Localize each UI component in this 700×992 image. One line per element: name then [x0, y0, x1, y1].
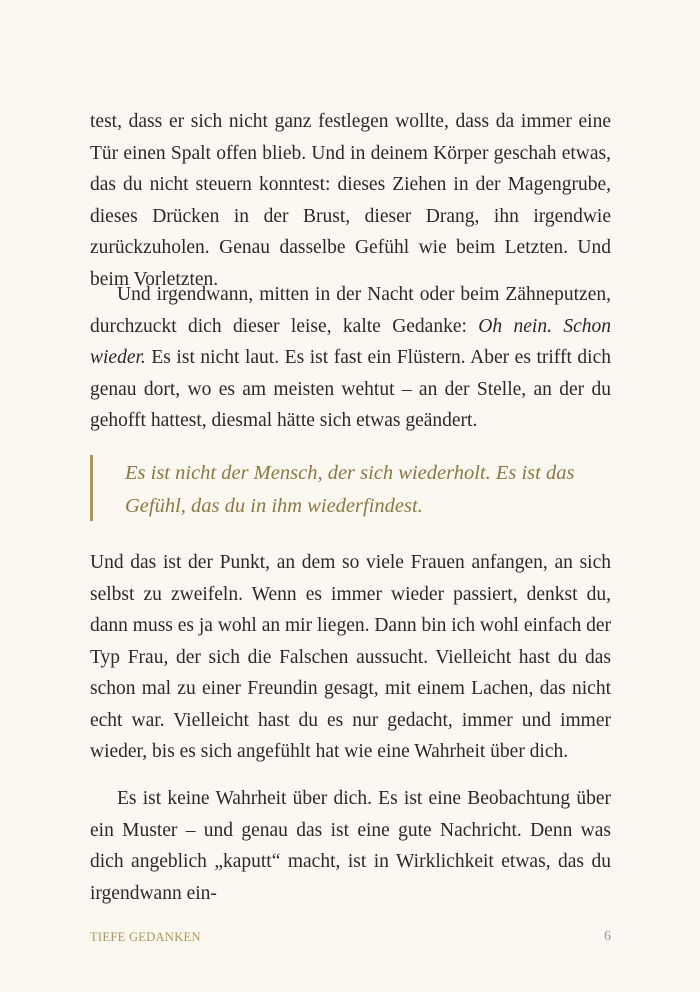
paragraph-4: Es ist keine Wahrheit über dich. Es ist eine Beobachtung über ein Muster – und genau das ist eine gute Nachricht. Denn was dich angeblich „kaputt“ macht, ist in Wirklichkeit etwas, das du irgendwann ein- — [90, 788, 611, 904]
paragraph-2 — [90, 279, 611, 437]
paragraph-2-text-before: Und irgendwann, mitten in der Nacht oder beim Zähneputzen, durchzuckt dich dieser leise, kalte Gedanke: — [90, 284, 611, 337]
running-title: TIEFE GEDANKEN — [90, 930, 201, 944]
paragraph-1: test, dass er sich nicht ganz festlegen wollte, dass da immer eine Tür einen Spalt offen blieb. Und in deinem Körper geschah etwas, das du nicht steuern konntest: dieses Ziehen in der Magengrube, dieses Drücken in der Brust, dieser Drang, ihn irgendwie zurückzuholen. Genau dasselbe Gefühl wie beim Letzten. Und beim Vorletzten. — [90, 111, 611, 290]
pull-quote-text: Es ist nicht der Mensch, der sich wiederholt. Es ist das Gefühl, das du in ihm wiederfindest. — [125, 462, 575, 517]
page-number: 6 — [604, 929, 611, 944]
paragraph-2-text-after: Es ist nicht laut. Es ist fast ein Flüstern. Aber es trifft dich genau dort, wo es am meisten wehtut – an der Stelle, an der du gehofft hattest, diesmal hätte sich etwas geändert. — [90, 347, 611, 431]
paragraph-2-emphasis: Oh nein. Schon wieder. — [90, 315, 612, 368]
pull-quote — [90, 455, 611, 521]
paragraph-3: Und das ist der Punkt, an dem so viele Frauen anfangen, an sich selbst zu zweifeln. Wenn es immer wieder passiert, denkst du, dann muss es ja wohl an mir liegen. Dann bin ich wohl einfach der Typ Frau, der sich die Falschen aussucht. Vielleicht hast du das schon mal zu einer Freundin gesagt, mit einem Lachen, das nicht echt war. Vielleicht hast du es nur gedacht, immer und immer wieder, bis es sich angefühlt hat wie eine Wahrheit über dich. — [90, 552, 611, 762]
